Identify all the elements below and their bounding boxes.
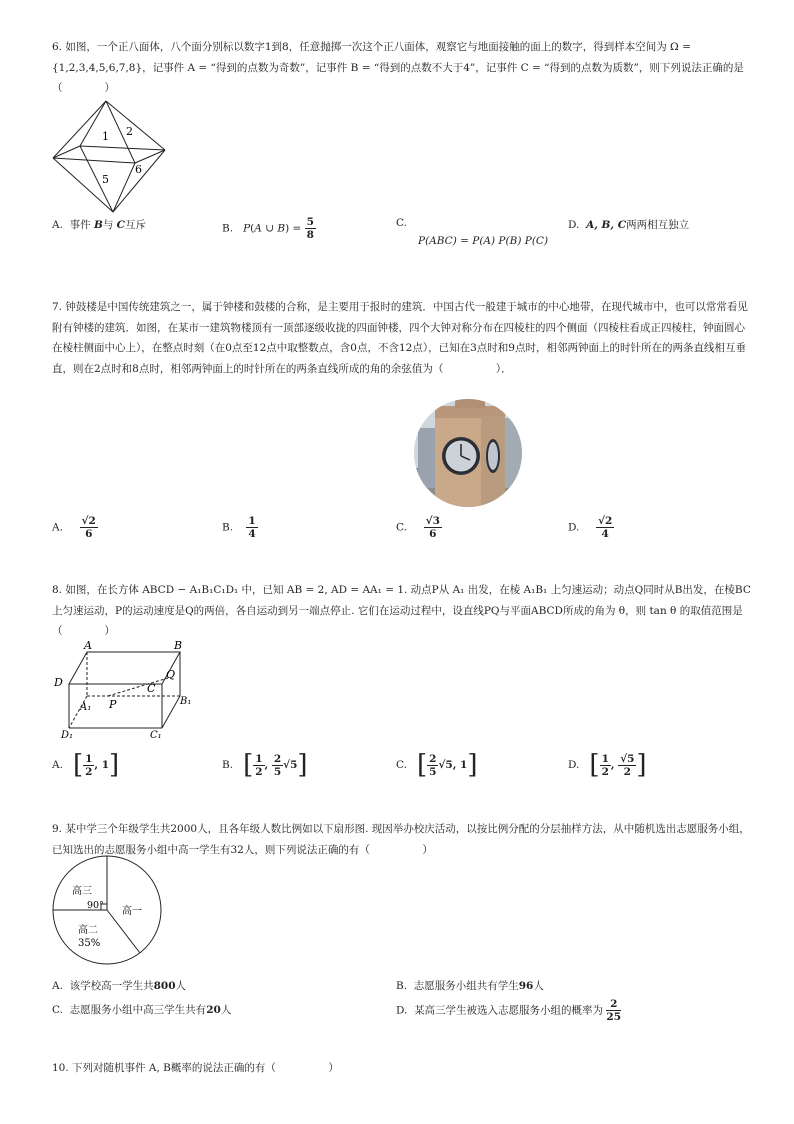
q7-stem: 7. 钟鼓楼是中国传统建筑之一，属于钟楼和鼓楼的合称，是主要用于报时的建筑．中国古代一般建于城市的中心地带，在现代城市中，也可以常常看见附有钟楼的建筑．如图，在某市一建筑物楼顶有一顶部逐级收拢的四面钟楼，四个大钟对称分布在四棱柱的四个侧面（四棱柱看成正四棱柱，钟面圆心在棱柱侧面中心上），在整点时刻（在0点至12点中取整数点，含0点，不含12点），已知在3点时和9点时，相邻两钟面上的时针所在的两条直线相互垂直，则在2点时和8点时，相邻两钟面上的时针所在的两条直线所成的角的余弦值为（ ）． xyxy=(52,301,748,375)
svg-text:A: A xyxy=(84,640,92,652)
face-label-5: 5 xyxy=(102,173,109,186)
pie-label-angle: 90° xyxy=(87,900,104,911)
q9-option-a[interactable]: A. 该学校高一学生共800人 xyxy=(52,980,187,992)
cuboid-figure xyxy=(52,640,202,744)
octahedron-figure xyxy=(50,98,175,216)
svg-text:P: P xyxy=(109,698,117,711)
face-label-6: 6 xyxy=(135,163,142,176)
q7-option-a[interactable]: A. $\frac{√2}{6}$ xyxy=(52,515,96,540)
q6-option-d[interactable]: D. A, B, C两两相互独立 xyxy=(568,219,690,231)
q6-option-c[interactable]: C. xyxy=(396,217,407,229)
svg-text:D: D xyxy=(54,676,63,689)
svg-text:C: C xyxy=(147,682,156,695)
q8-stem: 8. 如图，在长方体 ABCD − A₁B₁C₁D₁ 中，已知 AB = 2, AD = AA₁ = 1. 动点P从 A₁ 出发，在棱 A₁B₁ 上匀速运动；动点Q同时从B出发，在棱BC上匀速运动，P的运动速度是Q的两倍，各自运动到另一端点停止. 它们在运动过程中，设直线PQ与平面ABCD所成的角为 θ，则 tan θ 的取值范围是（ ） xyxy=(52,584,751,637)
pie-chart-grades xyxy=(52,855,164,967)
clock-tower-photo xyxy=(413,398,523,508)
pie-label-senior2-pct: 35% xyxy=(78,938,101,949)
pie-label-senior2: 高二 xyxy=(78,925,98,936)
q6-option-c-formula: P(ABC) = P(A) P(B) P(C) xyxy=(418,235,549,247)
svg-text:Q: Q xyxy=(166,668,176,681)
q9-option-b[interactable]: B. 志愿服务小组共有学生96人 xyxy=(396,980,544,992)
q6-stem: 6. 如图，一个正八面体，八个面分别标以数字1到8，任意抛掷一次这个正八面体，观察它与地面接触的面上的数字，得到样本空间为 Ω = {1,2,3,4,5,6,7,8}，记事件 A = “得到的点数为奇数”，记事件 B = “得到的点数不大于4”，记事件 C = “得到的点数为质数”，则下列说法正确的是（ ） xyxy=(52,41,744,94)
face-label-2: 2 xyxy=(126,125,133,138)
svg-text:C₁: C₁ xyxy=(150,730,162,741)
q8-option-d[interactable]: D. [ $\frac{1}{2}$ , $\frac{√5}{2}$ ] xyxy=(568,750,647,780)
pie-label-senior3: 高三 xyxy=(72,886,92,897)
q8-option-b[interactable]: B. [ $\frac{1}{2}$ , $\frac{2}{5}$ √5] xyxy=(222,750,308,780)
svg-text:D₁: D₁ xyxy=(61,730,74,741)
pie-label-senior1: 高一 xyxy=(122,906,142,917)
svg-text:B: B xyxy=(174,640,183,652)
q9-stem: 9. 某中学三个年级学生共2000人，且各年级人数比例如以下扇形图. 现因举办校庆活动，以按比例分配的分层抽样方法，从中随机选出志愿服务小组，已知选出的志愿服务小组中高一学生有32人，则下列说法正确的有（ ） xyxy=(52,823,750,856)
q8-option-a[interactable]: A. [ $\frac{1}{2}$ , 1] xyxy=(52,750,120,780)
q6-option-b[interactable]: B. P(A ∪ B) = $\frac{5}{8}$ xyxy=(222,216,314,241)
face-label-1: 1 xyxy=(102,130,109,143)
svg-text:B₁: B₁ xyxy=(180,696,192,707)
q7-option-d[interactable]: D. $\frac{√2}{4}$ xyxy=(568,515,613,540)
q8-option-c[interactable]: C. [ $\frac{2}{5}$ √5, 1] xyxy=(396,750,478,780)
q9-option-c[interactable]: C. 志愿服务小组中高三学生共有20人 xyxy=(52,1004,232,1016)
svg-text:A₁: A₁ xyxy=(80,702,92,713)
q6-option-a[interactable]: A. 事件 B与 C互斥 xyxy=(52,219,147,231)
q7-option-c[interactable]: C. $\frac{√3}{6}$ xyxy=(396,515,440,540)
q7-option-b[interactable]: B. $\frac{1}{4}$ xyxy=(222,515,256,540)
q9-option-d[interactable]: D. 某高三学生被选入志愿服务小组的概率为 $\frac{2}{25}$ xyxy=(396,998,622,1023)
q10-stem: 10. 下列对随机事件 A, B概率的说法正确的有（ ） xyxy=(52,1062,339,1074)
